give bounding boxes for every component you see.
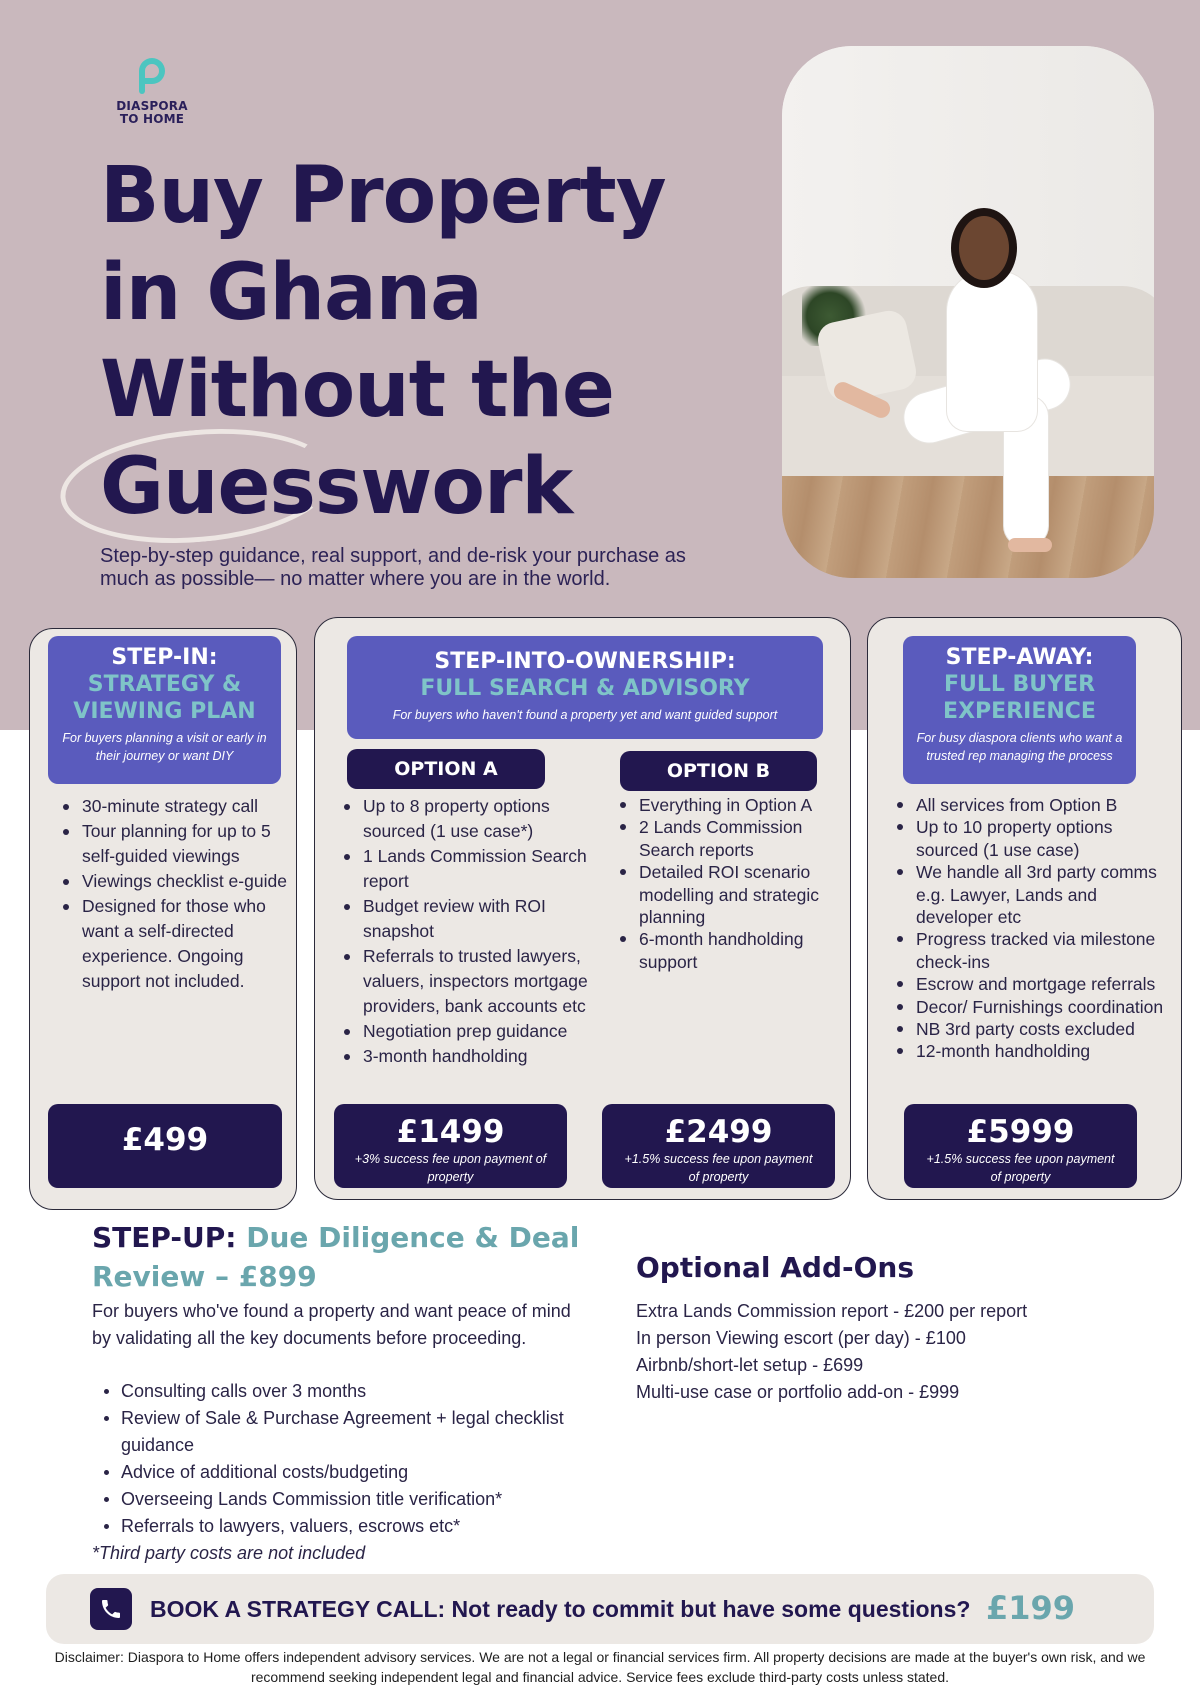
- price-amount: £499: [121, 1122, 209, 1158]
- list-item: 6-month handholding support: [617, 928, 847, 973]
- option-b-features: [617, 794, 847, 973]
- list-item: Referrals to trusted lawyers, valuers, inspectors mortgage providers, bank accounts etc: [341, 944, 601, 1019]
- hero-photo: [782, 46, 1154, 578]
- step-up-description: For buyers who've found a property and want peace of mind by validating all the key documents before proceeding.: [92, 1301, 571, 1348]
- cta-text: BOOK A STRATEGY CALL: Not ready to commit but have some questions?: [150, 1596, 971, 1622]
- headline-line-2: in Ghana: [100, 248, 482, 338]
- list-item: Up to 10 property options sourced (1 use case): [894, 816, 1174, 861]
- list-item: Budget review with ROI snapshot: [341, 894, 601, 944]
- step-up-label: STEP-UP:: [92, 1221, 247, 1254]
- list-item: Advice of additional costs/budgeting: [100, 1459, 620, 1486]
- list-item: Progress tracked via milestone check-ins: [894, 928, 1174, 973]
- list-item: 12-month handholding: [894, 1040, 1174, 1062]
- list-item: Designed for those who want a self-directed experience. Ongoing support not included.: [60, 894, 292, 994]
- headline-line-4: Guesswork: [100, 442, 573, 532]
- headline: [100, 148, 780, 536]
- list-item: 1 Lands Commission Search report: [341, 844, 601, 894]
- list-item: NB 3rd party costs excluded: [894, 1018, 1174, 1040]
- plan-header-step-away: [903, 636, 1136, 784]
- plan-subtitle: FULL BUYER: [943, 672, 1096, 697]
- list-item: Review of Sale & Purchase Agreement + legal checklist guidance: [100, 1405, 620, 1459]
- price-note: +1.5% success fee upon payment of property: [926, 1152, 1115, 1184]
- price-amount: £1499: [396, 1114, 505, 1150]
- list-item: 2 Lands Commission Search reports: [617, 816, 847, 861]
- option-a-features: [341, 794, 601, 1069]
- list-item: Consulting calls over 3 months: [100, 1378, 620, 1405]
- price-option-b: [602, 1104, 835, 1188]
- plan-subtitle: EXPERIENCE: [943, 699, 1096, 724]
- plan-title: STEP-INTO-OWNERSHIP:: [434, 649, 736, 674]
- plan-subtitle: STRATEGY &: [87, 672, 242, 697]
- list-item: Escrow and mortgage referrals: [894, 973, 1174, 995]
- brand-logo: [112, 56, 192, 126]
- price-step-away: [904, 1104, 1137, 1188]
- plan-header-step-into-ownership: [347, 636, 823, 739]
- plan-features-step-in: [60, 794, 292, 994]
- price-option-a: [334, 1104, 567, 1188]
- step-up-name: Due Diligence & Deal Review – £899: [92, 1221, 580, 1293]
- step-up-footnote: *Third party costs are not included: [92, 1543, 366, 1563]
- price-amount: £2499: [664, 1114, 773, 1150]
- list-item: We handle all 3rd party comms e.g. Lawyer, Lands and developer etc: [894, 861, 1174, 928]
- logo-line-2: TO HOME: [119, 112, 185, 126]
- plan-subtitle: FULL SEARCH & ADVISORY: [420, 676, 750, 701]
- list-item: 3-month handholding: [341, 1044, 601, 1069]
- list-item: Extra Lands Commission report - £200 per report: [636, 1301, 1028, 1321]
- list-item: All services from Option B: [894, 794, 1174, 816]
- list-item: Detailed ROI scenario modelling and strategic planning: [617, 861, 847, 928]
- cta-price: £199: [986, 1589, 1076, 1627]
- plan-description: For buyers who haven't found a property yet and want guided support: [392, 708, 778, 722]
- list-item: Airbnb/short-let setup - £699: [636, 1355, 864, 1375]
- phone-icon: [90, 1588, 132, 1630]
- plan-features-step-away: [894, 794, 1174, 1063]
- list-item: Negotiation prep guidance: [341, 1019, 601, 1044]
- headline-line-3: Without the: [100, 345, 614, 435]
- price-step-in: [48, 1104, 282, 1188]
- list-item: Everything in Option A: [617, 794, 847, 816]
- addons-list: [636, 1298, 1156, 1406]
- price-note: +3% success fee upon payment of property: [354, 1152, 547, 1184]
- price-note: +1.5% success fee upon payment of property: [624, 1152, 813, 1184]
- plan-title: STEP-IN:: [111, 645, 218, 670]
- addons-title: Optional Add-Ons: [636, 1251, 915, 1284]
- list-item: 30-minute strategy call: [60, 794, 292, 819]
- price-amount: £5999: [966, 1114, 1075, 1150]
- list-item: Viewings checklist e-guide: [60, 869, 292, 894]
- list-item: Tour planning for up to 5 self-guided viewings: [60, 819, 292, 869]
- step-up-title: [92, 1218, 612, 1296]
- list-item: Up to 8 property options sourced (1 use case*): [341, 794, 601, 844]
- headline-line-1: Buy Property: [100, 151, 666, 241]
- option-a-label: OPTION A: [347, 749, 545, 789]
- list-item: Referrals to lawyers, valuers, escrows etc*: [100, 1513, 620, 1540]
- list-item: In person Viewing escort (per day) - £100: [636, 1328, 966, 1348]
- hero-subhead: Step-by-step guidance, real support, and de-risk your purchase as much as possible— no matter where you are in the world.: [100, 545, 686, 590]
- step-up-list: [100, 1378, 620, 1540]
- logo-mark-icon: [135, 56, 169, 96]
- plan-title: STEP-AWAY:: [945, 645, 1094, 670]
- plan-header-step-in: [48, 636, 281, 784]
- strategy-call-banner[interactable]: [46, 1574, 1154, 1644]
- plan-subtitle: VIEWING PLAN: [73, 699, 256, 724]
- disclaimer: Disclaimer: Diaspora to Home offers independent advisory services. We are not a legal or financial services firm. All property decisions are made at the buyer's own risk, and we recommend seeking independent legal and financial advice. Service fees exclude third-party costs unless stated.: [54, 1649, 1146, 1685]
- list-item: Overseeing Lands Commission title verification*: [100, 1486, 620, 1513]
- list-item: Multi-use case or portfolio add-on - £999: [636, 1382, 960, 1402]
- list-item: Decor/ Furnishings coordination: [894, 996, 1174, 1018]
- logo-line-1: DIASPORA: [116, 99, 188, 113]
- plan-description: For busy diaspora clients who want a trusted rep managing the process: [916, 731, 1123, 763]
- plan-description: For buyers planning a visit or early in their journey or want DIY: [62, 731, 267, 763]
- option-b-label: OPTION B: [620, 751, 817, 791]
